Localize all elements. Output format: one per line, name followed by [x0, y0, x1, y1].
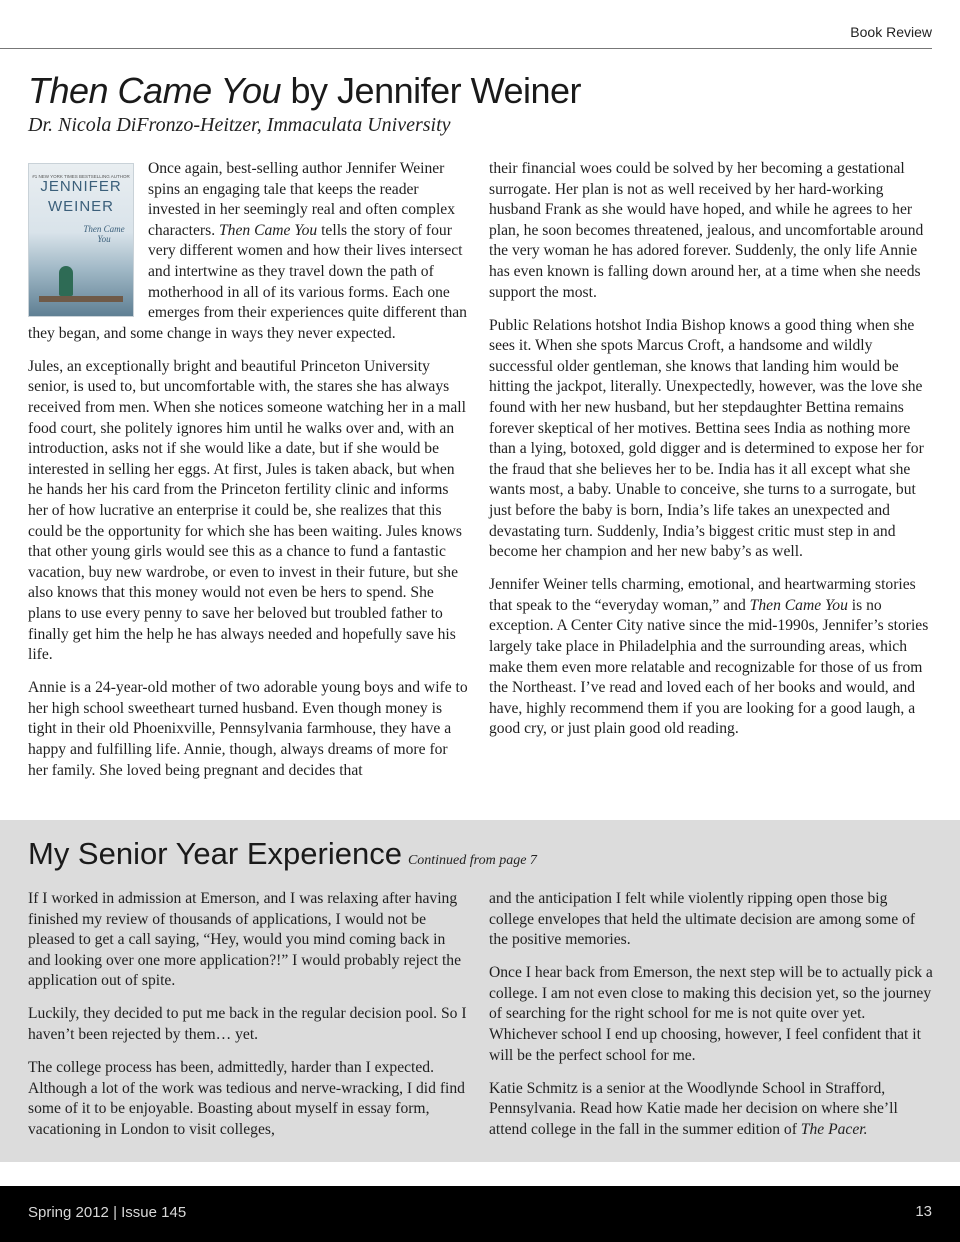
continued-note: Continued from page 7: [407, 853, 537, 868]
p1-book-title: Then Came You: [219, 221, 318, 239]
section-label: Book Review: [850, 24, 932, 40]
senior-year-title: My Senior Year Experience: [28, 836, 402, 871]
senior-paragraph-6: [489, 1079, 933, 1141]
page-footer: [0, 1186, 960, 1242]
article-byline: Dr. Nicola DiFronzo-Heitzer, Immaculata University: [28, 114, 451, 136]
senior-paragraph-2: Luckily, they decided to put me back in the regular decision pool. So I haven’t been rejected by them… yet.: [28, 1005, 467, 1044]
cover-author-first: JENNIFER: [40, 178, 122, 195]
page-number: 13: [915, 1203, 932, 1220]
senior-paragraph-4: and the anticipation I felt while violently ripping open those big college envelopes that held the ultimate decision are among some of the positive memories.: [489, 890, 916, 949]
issue-label: Spring 2012 | Issue 145: [28, 1204, 187, 1221]
article-title-book: Then Came You: [28, 70, 282, 111]
p6-text-b: is no exception. A Center City native since the mid-1990s, Jennifer’s stories largely take place in Philadelphia and the surrounding areas, which make them even more relatable and recognizable for those of us from the Northeast. I’ve read and loved each of her books and would, and have, highly recommend them if you are looking for a good laugh, a good cry, or just plain good old reading.: [489, 596, 929, 738]
p1-text-b: tells the story of four very different women and how their lives intersect and intertwine as they travel down the path of motherhood in all of its various forms. Each one emerges from their experiences quite different than they began, and some change in ways they never expected.: [28, 221, 467, 342]
article-paragraph-3: Annie is a 24-year-old mother of two adorable young boys and wife to her high school sweetheart turned husband. Even though money is tight in their old Phoenixville, Pennsylvania farmhouse, they have a happy and fulfilling life. Annie, though, always dreams of more for her family. She loved being pregnant and decides that: [28, 679, 468, 779]
article-paragraph-6: [489, 575, 933, 740]
cover-desk: [39, 296, 123, 302]
senior-paragraph-1: If I worked in admission at Emerson, and I was relaxing after having finished my review of thousands of applications, I would not be pleased to get a call saying, “Hey, would you mind coming back in and looking over one more application?!” I would probably reject the application out of spite.: [28, 890, 462, 990]
article-column-right: [489, 159, 933, 753]
header-rule: [0, 48, 932, 49]
cover-author: [31, 177, 131, 217]
article-paragraph-2: Jules, an exceptionally bright and beautiful Princeton University senior, is used to, but uncomfortable with, the stares she has always received from men. When she notices someone watching her in a mall food court, she politely ignores him until he walks over and, with an introduction, asks not if she would like a date, but if she would be interested in selling her eggs. At first, Jules is taken aback, but when he hands her his card from the Princeton fertility clinic and informs her of how lucrative an enterprise it could be, she realizes that this could be the opportunity for which she has been waiting. Jules knows that other young girls would see this as a chance to fund a fantastic vacation, buy new wardrobe, or even to invest in their future, but she also knows that this money would not even be hers to spend. She plans to use every penny to save her beloved but troubled father to finally get him the help he has always needed and hopefully save his life.: [28, 357, 466, 664]
book-cover-image: [28, 163, 134, 317]
senior-column-left: [28, 889, 470, 1153]
cover-figure: [59, 266, 73, 296]
p1-text-a: Once again, best-selling author Jennifer Weiner spins an engaging tale that keeps the reader invested in her seemingly real and often complex characters.: [148, 160, 456, 239]
cover-tagline: #1 NEW YORK TIMES BESTSELLING AUTHOR: [32, 174, 130, 179]
article-title-rest: by Jennifer Weiner: [281, 70, 581, 111]
senior-paragraph-5: Once I hear back from Emerson, the next step will be to actually pick a college. I am not even close to making this decision yet, so the journey of searching for the right school for me is not quite over yet. Whichever school I end up choosing, however, I feel confident that it will be the perfect school for me.: [489, 964, 933, 1064]
publication-name: The Pacer.: [800, 1120, 868, 1138]
cover-author-last: WEINER: [48, 198, 114, 215]
p6-book-title: Then Came You: [749, 596, 848, 614]
cover-title: Then Came You: [83, 224, 125, 244]
article-title: [28, 70, 581, 112]
article-column-left: [28, 159, 470, 794]
p6-text-a: Jennifer Weiner tells charming, emotional, and heartwarming stories that speak to the “everyday woman,” and: [489, 576, 916, 614]
senior-column-right: [489, 889, 933, 1153]
senior-paragraph-3: The college process has been, admittedly, harder than I expected. Although a lot of the work was tedious and nerve-wracking, I did find some of it to be enjoyable. Boasting about myself in essay form, vacationing in London to visit colleges,: [28, 1059, 465, 1138]
article-paragraph-4: their financial woes could be solved by her becoming a gestational surrogate. Her plan is not as well received by her hard-working husband Frank as she would have hoped, and while he agrees to her plan, he soon becomes threatened, jealous, and uncomfortable around the very woman he has adored forever. Suddenly, the only life Annie has even known is falling down around her, at a time when she needs support the most.: [489, 160, 924, 301]
p6-author-bio: Katie Schmitz is a senior at the Woodlynde School in Strafford, Pennsylvania. Read how Katie made her decision on where she’ll attend college in the fall in the summer edition of: [489, 1079, 898, 1138]
article-paragraph-5: Public Relations hotshot India Bishop knows a good thing when she sees it. When she spots Marcus Croft, a handsome and wildly successful older gentleman, she knows that landing him would be hitting the jackpot, literally. Unexpectedly, however, was the love she found with her new husband, but her stepdaughter Bettina remains forever skeptical of her motives. Bettina sees India as nothing more than a lying, botoxed, gold digger and is determined to expose her for the fraud that she believes her to be. India has it all except what she wants most, a baby. Unable to conceive, she turns to a surrogate, but just before the baby is born, India’s life takes an unexpected and devastating turn. Suddenly, India’s biggest critic must step in and become her champion and her new baby’s as well.: [489, 316, 924, 561]
senior-year-heading: [28, 836, 537, 872]
